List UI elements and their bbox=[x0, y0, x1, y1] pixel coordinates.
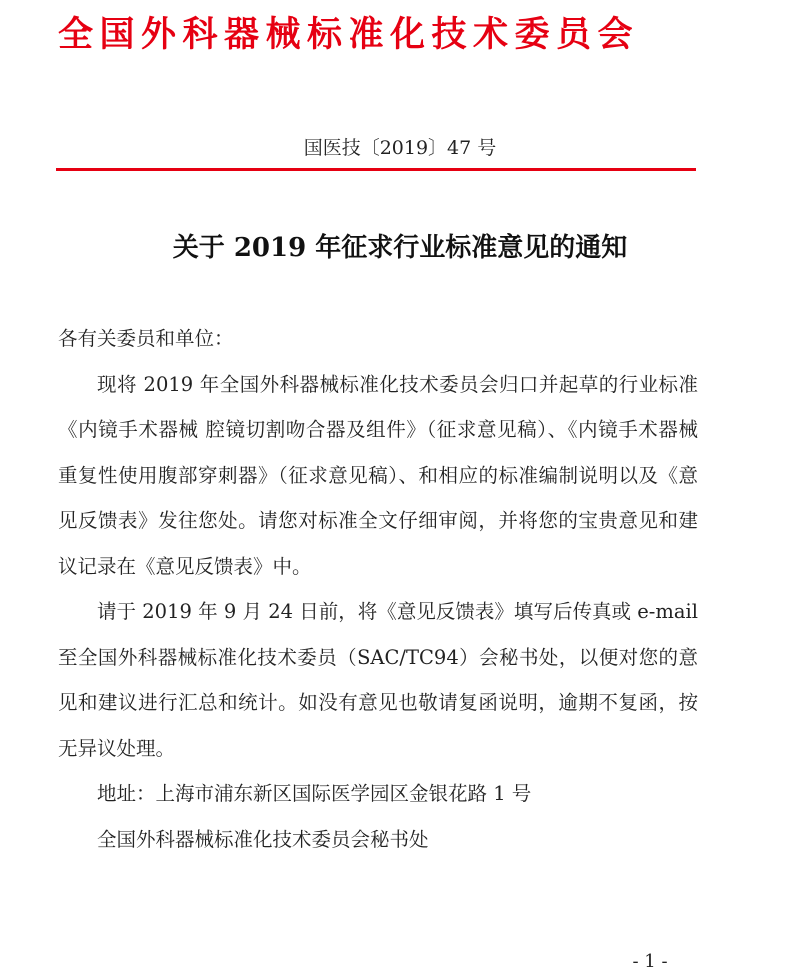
notice-body bbox=[58, 316, 698, 862]
body-paragraph-2: 请于 2019 年 9 月 24 日前，将《意见反馈表》填写后传真或 e-mail 至全国外科器械标准化技术委员（SAC/TC94）会秘书处，以便对您的意见和建议进行汇总和统计。如没有意见也敬请复函说明，逾期不复函，按无异议处理。 bbox=[58, 600, 698, 760]
sender-line: 全国外科器械标准化技术委员会秘书处 bbox=[97, 827, 429, 851]
salutation: 各有关委员和单位： bbox=[58, 327, 234, 350]
organization-header: 全国外科器械标准化技术委员会 bbox=[58, 15, 640, 55]
red-divider-line bbox=[56, 168, 696, 171]
notice-title: 关于 2019 年征求行业标准意见的通知 bbox=[172, 233, 628, 263]
address-line: 地址：上海市浦东新区国际医学园区金银花路 1 号 bbox=[97, 782, 532, 805]
document-number: 国医技〔2019〕47 号 bbox=[303, 137, 497, 159]
page-number: - 1 - bbox=[632, 951, 668, 972]
body-paragraph-1: 现将 2019 年全国外科器械标准化技术委员会归口并起草的行业标准《内镜手术器械 腔镜切割吻合器及组件》（征求意见稿）、《内镜手术器械 重复性使用腹部穿刺器》（征求意见稿）、和相应的标准编制说明以及《意见反馈表》发往您处。请您对标准全文仔细审阅，并将您的宝贵意见和建议记录在《意见反馈表》中。 bbox=[58, 372, 698, 578]
